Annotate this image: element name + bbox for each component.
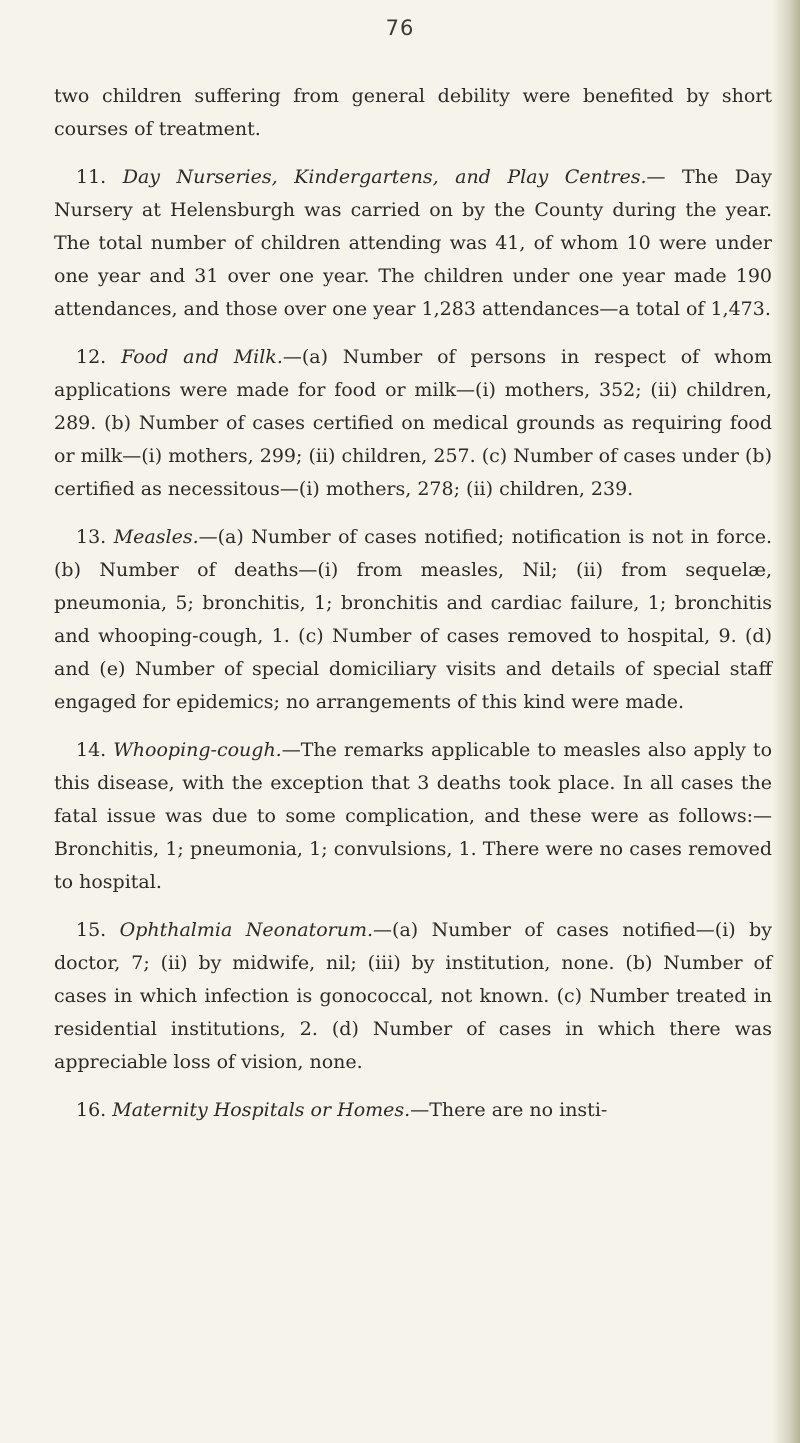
paragraph-continuation [54,80,772,146]
paragraph-text: — The Day Nursery at Helensburgh was carried on by the County during the year. The total number of children attending was 41, of whom 10 were under one year and 31 over one year. The children under one year made 190 attendances, and those over one year 1,283 attendances—a total of 1,473. [54,166,772,320]
paragraph-ophthalmia-neonatorum [54,914,772,1079]
document-body [54,80,772,1127]
page-number: 76 [385,16,415,40]
section-heading: Food and Milk. [121,346,283,368]
section-heading: Day Nurseries, Kindergartens, and Play Centres. [122,166,647,188]
section-number: 15. [76,919,107,941]
paragraph-text: —(a) Number of persons in respect of whom applications were made for food or milk—(i) mothers, 352; (ii) children, 289. (b) Number of cases certified on medical grounds as requiring food or milk—(i) mothers, 299; (ii) children, 257. (c) Number of cases under (b) certified as necessitous—(i) mothers, 278; (ii) children, 239. [54,346,772,500]
section-heading: Ophthalmia Neonatorum. [119,919,374,941]
section-number: 11. [76,166,107,188]
paragraph-text: —(a) Number of cases notified; notification is not in force. (b) Number of deaths—(i) from measles, Nil; (ii) from sequelæ, pneumonia, 5; bronchitis, 1; bronchitis and cardiac failure, 1; bronchitis and whooping-cough, 1. (c) Number of cases removed to hospital, 9. (d) and (e) Number of special domiciliary visits and details of special staff engaged for epidemics; no arrangements of this kind were made. [54,526,772,713]
paragraph-day-nurseries [54,161,772,326]
paragraph-food-and-milk [54,341,772,506]
section-heading: Measles. [113,526,199,548]
section-number: 12. [76,346,107,368]
paragraph-text: —(a) Number of cases notified—(i) by doctor, 7; (ii) by midwife, nil; (iii) by institution, none. (b) Number of cases in which infection is gonococcal, not known. (c) Number treated in residential institutions, 2. (d) Number of cases in which there was appreciable loss of vision, none. [54,919,772,1073]
paragraph-maternity-hospitals [54,1094,772,1127]
paragraph-measles [54,521,772,719]
section-heading: Whooping-cough. [113,739,282,761]
page-edge-shadow [772,0,800,1443]
paragraph-text: —The remarks applicable to measles also apply to this disease, with the exception that 3 deaths took place. In all cases the fatal issue was due to some complication, and these were as follows:—Bronchitis, 1; pneumonia, 1; convulsions, 1. There were no cases removed to hospital. [54,739,773,893]
section-number: 16. [76,1099,107,1121]
paragraph-text: —There are no insti- [410,1099,608,1121]
section-number: 14. [76,739,107,761]
paragraph-whooping-cough [54,734,772,899]
section-heading: Maternity Hospitals or Homes. [112,1099,411,1121]
section-number: 13. [76,526,107,548]
paragraph-text: two children suffering from general debility were benefited by short courses of treatment. [54,85,772,140]
